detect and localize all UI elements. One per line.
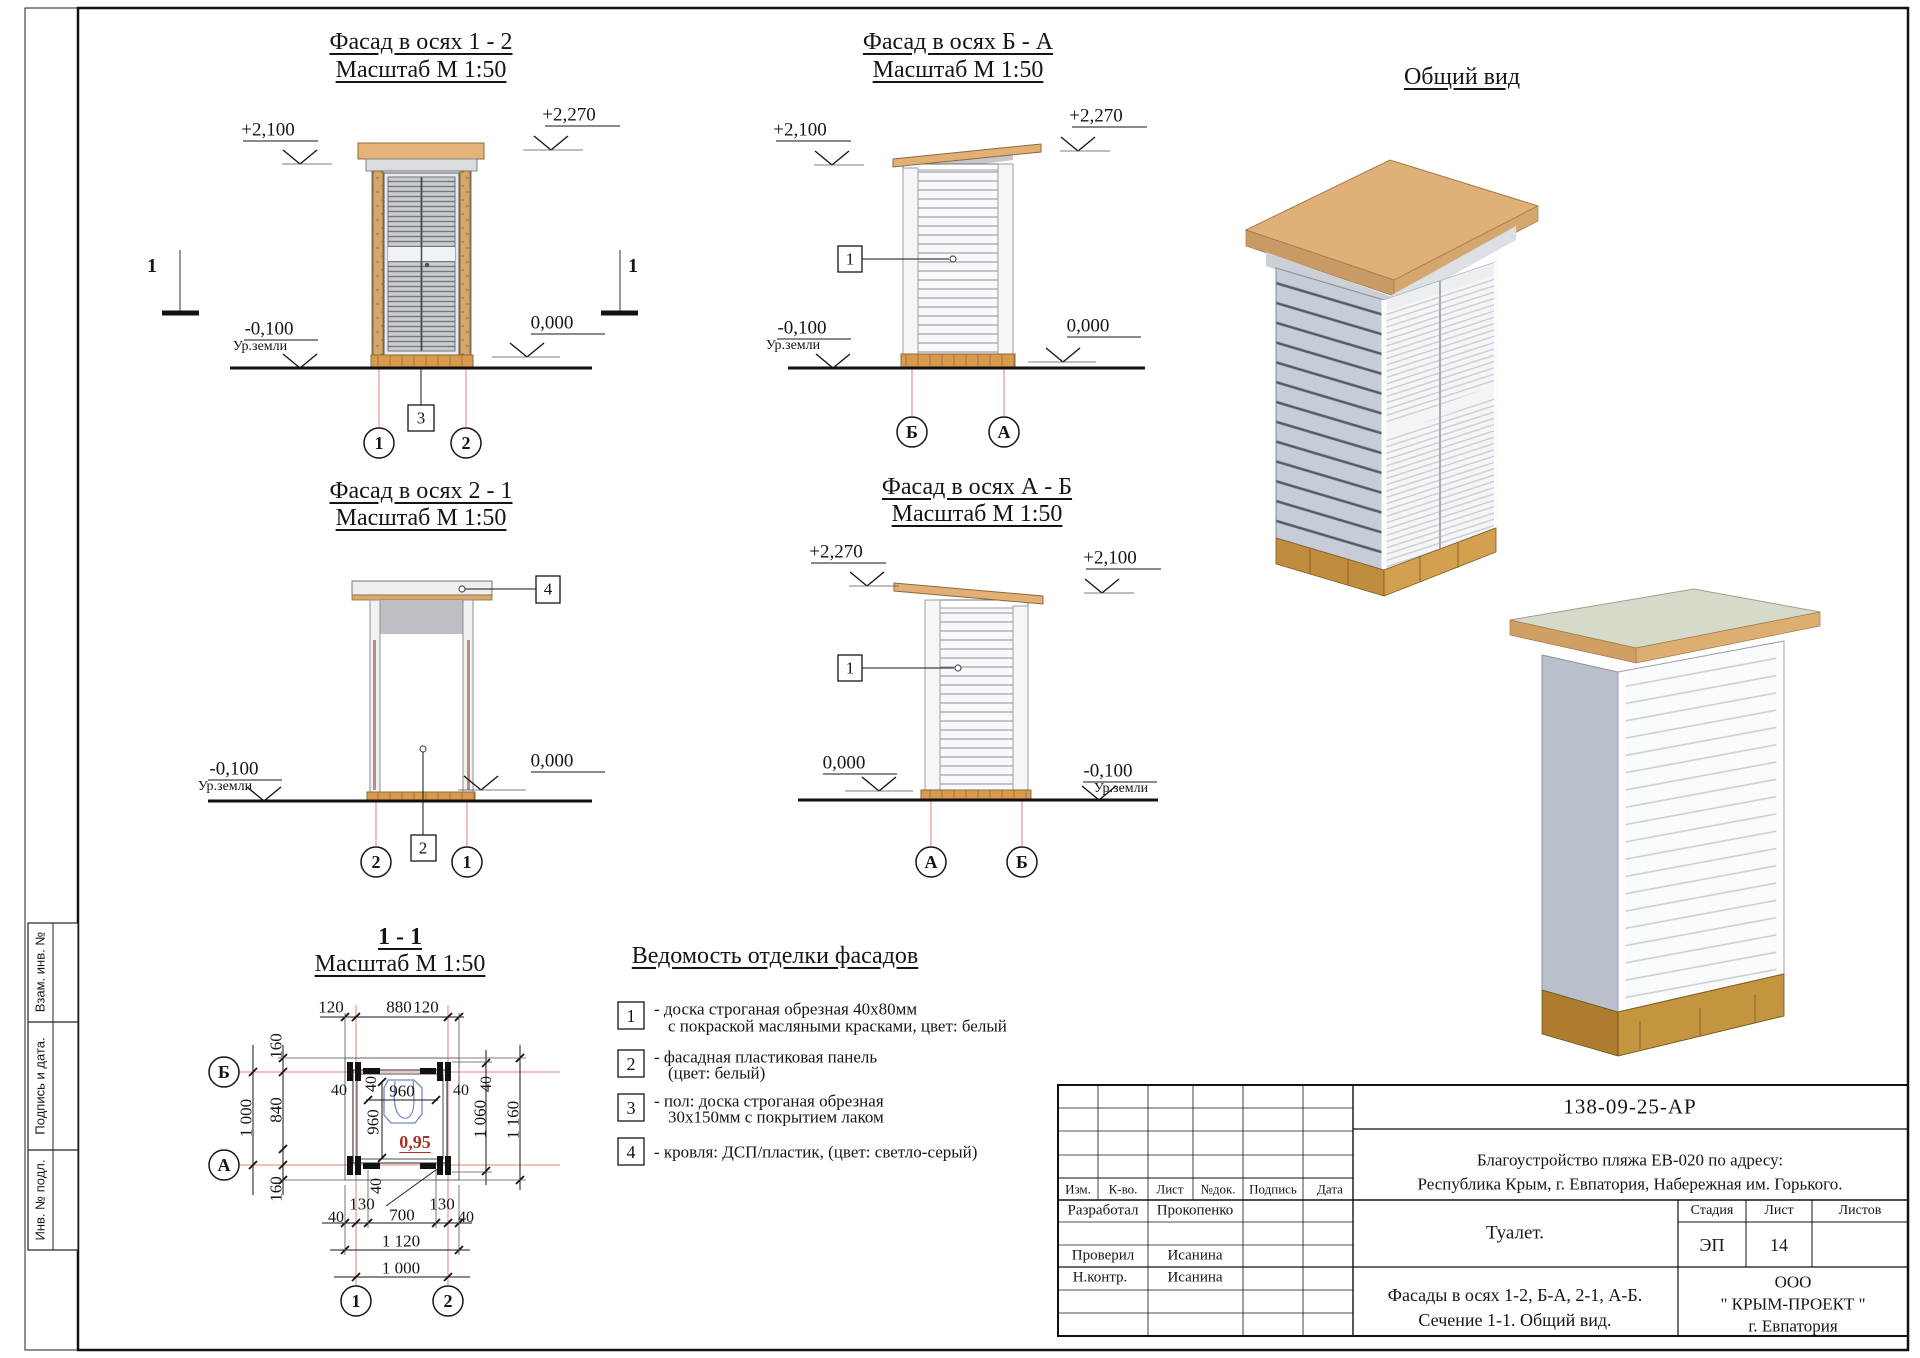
ground-level-label: Ур.земли: [232, 339, 288, 354]
schedule-item-number: 1: [626, 1006, 636, 1026]
schedule-item-number: 3: [626, 1098, 636, 1118]
elevation-mark: -0,100: [209, 758, 259, 780]
axis-bubble-b: Б: [906, 422, 918, 442]
ground-level-label: Ур.земли: [197, 779, 253, 794]
project-name-line1: Благоустройство пляжа ЕВ-020 по адресу:: [1476, 1150, 1784, 1170]
elevation-mark: +2,270: [809, 541, 863, 563]
project-name-line2: Республика Крым, г. Евпатория, Набережная им. Горького.: [1417, 1174, 1843, 1194]
facade-b-a-drawing: [776, 127, 1147, 447]
name-nkontr: Исанина: [1167, 1269, 1223, 1286]
callout-4: 4: [543, 579, 553, 599]
sheet-number: 14: [1770, 1235, 1788, 1255]
axis-bubble-2: 2: [371, 852, 381, 872]
schedule-item-text: - фасадная пластиковая панель: [654, 1047, 878, 1067]
org-name-line3: г. Евпатория: [1748, 1316, 1838, 1336]
col-header-list: Лист: [1156, 1181, 1184, 1197]
facade-2-1-drawing: [208, 576, 605, 877]
col-header-ndoc: №док.: [1200, 1181, 1236, 1197]
elevation-mark: +2,270: [542, 104, 596, 126]
facade-1-2-title: Фасад в осях 1 - 2: [329, 29, 513, 55]
axis-bubble-a: А: [997, 422, 1011, 442]
axis-bubble-a: А: [217, 1155, 231, 1175]
facade-21-scale: Масштаб М 1:50: [335, 505, 507, 531]
role-proveril: Проверил: [1071, 1247, 1135, 1264]
dim-700: 700: [389, 1205, 415, 1225]
name-proveril: Исанина: [1167, 1247, 1223, 1264]
general-view-title: Общий вид: [1403, 64, 1521, 90]
elevation-mark: 0,000: [530, 312, 574, 334]
facade-ab-scale: Масштаб М 1:50: [891, 501, 1063, 527]
dim-1060: 1 060: [470, 1099, 490, 1139]
general-view-render-top: [1246, 160, 1538, 596]
elevation-mark: 0,000: [530, 750, 574, 772]
dim-120: 120: [413, 997, 439, 1017]
elevation-mark: -0,100: [1083, 760, 1133, 782]
role-razrabotal: Разработал: [1067, 1202, 1139, 1219]
ground-level-label: Ур.земли: [1093, 781, 1149, 796]
elevation-mark: 0,000: [822, 752, 866, 774]
room-area-label: 0,95: [399, 1132, 431, 1152]
schedule-item-text: 30х150мм с покрытием лаком: [668, 1107, 884, 1127]
elevation-mark: -0,100: [777, 317, 827, 339]
dim-1120: 1 120: [381, 1231, 421, 1251]
dim-160: 160: [266, 1176, 286, 1202]
schedule-item-boxes: [618, 1002, 644, 1165]
elevation-mark: +2,100: [241, 119, 295, 141]
facade-1-2-drawing: [162, 126, 638, 458]
col-header-kvo: К-во.: [1108, 1181, 1138, 1197]
org-name-line1: ООО: [1774, 1272, 1812, 1292]
org-name-line2: " КРЫМ-ПРОЕКТ ": [1720, 1294, 1866, 1314]
name-razrabotal: Прокопенко: [1156, 1202, 1234, 1219]
callout-1: 1: [845, 658, 855, 678]
facade-21-title: Фасад в осях 2 - 1: [329, 478, 513, 504]
schedule-item-text: - доска строганая обрезная 40х80мм: [654, 999, 918, 1019]
axis-bubble-1: 1: [374, 433, 384, 453]
axis-bubble-1: 1: [462, 852, 472, 872]
schedule-item-number: 2: [626, 1054, 636, 1074]
elevation-mark: +2,100: [773, 119, 827, 141]
sheet-title-line1: Фасады в осях 1-2, Б-А, 2-1, А-Б.: [1387, 1285, 1643, 1305]
sheet-title-line2: Сечение 1-1. Общий вид.: [1418, 1310, 1612, 1330]
facade-ba-title: Фасад в осях Б - А: [862, 29, 1054, 55]
dim-40: 40: [478, 1076, 495, 1092]
section-scale: Масштаб М 1:50: [314, 951, 486, 977]
axis-bubble-b: Б: [218, 1062, 230, 1082]
elevation-mark: +2,270: [1069, 105, 1123, 127]
dim-160: 160: [266, 1033, 286, 1059]
dim-40: 40: [368, 1178, 385, 1194]
sheet-label: Лист: [1764, 1203, 1794, 1218]
dim-960: 960: [389, 1081, 415, 1101]
axis-bubble-a: А: [924, 852, 938, 872]
elevation-mark: +2,100: [1083, 547, 1137, 569]
section-title: 1 - 1: [378, 924, 422, 950]
dim-880: 880: [386, 997, 412, 1017]
stage-value: ЭП: [1699, 1235, 1725, 1255]
callout-2: 2: [418, 838, 428, 858]
schedule-title: Ведомость отделки фасадов: [631, 943, 919, 969]
margin-label-podpis: Подпись и дата.: [32, 1037, 48, 1135]
dim-120: 120: [318, 997, 344, 1017]
axis-bubble-2: 2: [443, 1291, 453, 1311]
dim-1000: 1 000: [236, 1098, 256, 1138]
dim-1000: 1 000: [381, 1258, 421, 1278]
object-name: Туалет.: [1485, 1222, 1545, 1244]
dim-130: 130: [349, 1194, 375, 1214]
dim-40: 40: [458, 1209, 474, 1226]
sheets-label: Листов: [1838, 1203, 1882, 1218]
role-nkontr: Н.контр.: [1072, 1269, 1128, 1286]
elevation-mark: -0,100: [244, 318, 294, 340]
schedule-item-text: - пол: доска строганая обрезная: [654, 1091, 884, 1111]
section-cut-mark: 1: [147, 255, 157, 277]
facade-ab-title: Фасад в осях А - Б: [881, 474, 1073, 500]
dim-840: 840: [266, 1097, 286, 1123]
section-cut-mark: 1: [628, 255, 638, 277]
dim-130: 130: [429, 1194, 455, 1214]
schedule-item-number: 4: [626, 1142, 636, 1162]
col-header-izm: Изм.: [1065, 1181, 1091, 1197]
ground-level-label: Ур.земли: [765, 338, 821, 353]
elevation-mark: 0,000: [1066, 315, 1110, 337]
col-header-podpis: Подпись: [1249, 1181, 1297, 1197]
schedule-item-text: (цвет: белый): [668, 1063, 766, 1083]
col-header-data: Дата: [1317, 1181, 1343, 1197]
document-number: 138-09-25-АР: [1563, 1094, 1697, 1119]
axis-bubble-b: Б: [1016, 852, 1028, 872]
margin-label-inv: Инв. № подл.: [32, 1159, 48, 1241]
margin-label-vzam: Взам. инв. №: [32, 931, 48, 1013]
facade-a-b-drawing: [798, 563, 1161, 877]
facade-1-2-scale: Масштаб М 1:50: [335, 57, 507, 83]
stage-label: Стадия: [1690, 1203, 1734, 1218]
dim-960: 960: [363, 1109, 383, 1135]
dim-40: 40: [363, 1076, 380, 1092]
dim-40: 40: [328, 1209, 344, 1226]
schedule-item-text: с покраской масляными красками, цвет: белый: [668, 1016, 1007, 1036]
schedule-item-text: - кровля: ДСП/пластик, (цвет: светло-серый): [654, 1142, 978, 1162]
axis-bubble-1: 1: [351, 1291, 361, 1311]
dim-40: 40: [453, 1082, 469, 1099]
axis-bubble-2: 2: [461, 433, 471, 453]
general-view-render-bottom: [1510, 589, 1820, 1056]
callout-3: 3: [416, 408, 426, 428]
callout-1: 1: [845, 249, 855, 269]
facade-ba-scale: Масштаб М 1:50: [872, 57, 1044, 83]
dim-40: 40: [331, 1082, 347, 1099]
dim-1160: 1 160: [503, 1100, 523, 1140]
